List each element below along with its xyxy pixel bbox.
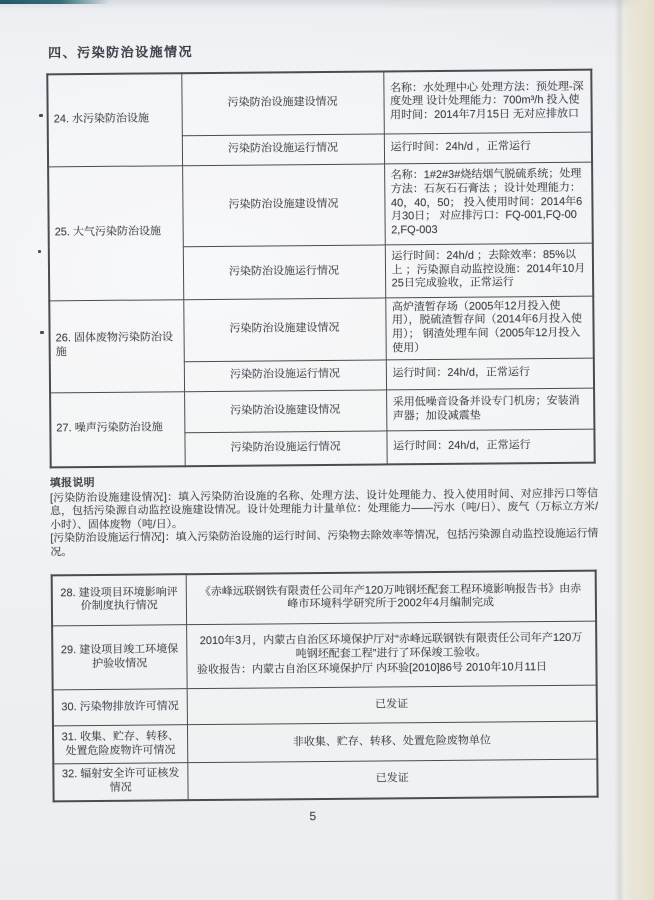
item-value-discharge-permit: 已发证 xyxy=(187,685,597,725)
scan-speck xyxy=(40,331,44,334)
facility-aspect-build: 污染防治设施建设情况 xyxy=(181,71,384,135)
item-value-acceptance xyxy=(186,621,597,689)
facility-label-water: 24. 水污染防治设施 xyxy=(47,73,182,166)
section-title: 四、污染防治设施情况 xyxy=(48,44,194,61)
filling-instruction-build: [污染防治设施建设情况]：填入污染防治设施的名称、处理方法、设计处理能力、投入使用时间、对应排污口等信息，包括污染源自动监控设施建设情况。设计处理能力计量单位：处理能力——污水（吨/日）、废气（万标立方米/小时）、固体废物（吨/日）。 xyxy=(49,487,599,532)
scan-speck xyxy=(39,114,43,117)
item-value-hazwaste-permit: 非收集、贮存、转移、处置危险废物单位 xyxy=(187,721,597,763)
item-label-acceptance: 29. 建设项目竣工环境保护验收情况 xyxy=(52,625,187,690)
facility-operate-detail: 运行时间：24h/d ，正常运行 xyxy=(384,132,592,164)
facility-build-detail: 名称：1#2#3#烧结烟气脱硫系统；处理方法：石灰石石膏法 ；设计处理能力：40，40，50； 投入使用时间：2014年6月30日； 对应排污口：FQ-001,FQ-002,FQ-003 xyxy=(384,162,593,245)
page-number: 5 xyxy=(309,808,317,823)
facility-label-noise: 27. 噪声污染防治设施 xyxy=(50,391,185,467)
facility-aspect-build: 污染防治设施建设情况 xyxy=(183,297,386,361)
facility-label-air: 25. 大气污染防治设施 xyxy=(48,165,183,300)
page-fold-shadow xyxy=(614,0,624,900)
item-value-radiation-permit: 已发证 xyxy=(187,759,597,800)
facility-build-detail: 采用低噪音设备并设专门机房；安装消声器；加设减震垫 xyxy=(386,388,594,431)
facility-aspect-operate: 污染防治设施运行情况 xyxy=(184,359,386,391)
facility-aspect-operate: 污染防治设施运行情况 xyxy=(183,244,385,299)
facility-aspect-operate: 污染防治设施运行情况 xyxy=(182,133,384,165)
facility-aspect-build: 污染防治设施建设情况 xyxy=(182,163,385,246)
facility-operate-detail: 运行时间：24h/d，正常运行 xyxy=(386,358,594,390)
facility-aspect-build: 污染防治设施建设情况 xyxy=(184,389,386,432)
document-content xyxy=(46,38,601,825)
item-label-eia: 28. 建设项目环境影响评价制度执行情况 xyxy=(52,574,186,626)
facility-build-detail: 高炉渣暂存场（2005年12月投入使用），脱硫渣暂存间（2014年6月投入使用）； 钢渣处理车间（2005年12月投入使用） xyxy=(385,296,594,360)
facility-operate-detail: 运行时间：24h/d，正常运行 xyxy=(386,429,594,465)
facility-aspect-operate: 污染防治设施运行情况 xyxy=(184,430,386,466)
pollution-facility-table xyxy=(46,69,595,469)
filling-instruction-operate: [污染防治设施运行情况]：填入污染防治设施的运行时间、污染物去除效率等情况，包括污染源自动监控设施运行情况。 xyxy=(50,527,599,559)
filling-instructions xyxy=(50,473,599,560)
facility-build-detail: 名称：水处理中心 处理方法：预处理-深度处理 设计处理能力：700m³/h 投入使用时间：2014年7月15日 无对应排放口 xyxy=(383,70,592,134)
acceptance-report-reference: 验收报告：内蒙古自治区环境保护厅 内环验[2010]86号 2010年10月11日 xyxy=(196,661,548,677)
item-label-discharge-permit: 30. 污染物排放许可情况 xyxy=(53,689,187,726)
item-value-eia: 《赤峰远联钢铁有限责任公司年产120万吨钢坯配套工程环境影响报告书》由赤峰市环境科学研究所于2002年4月编制完成 xyxy=(186,570,596,625)
facility-label-solid-waste: 26. 固体废物污染防治设施 xyxy=(49,299,184,392)
compliance-table xyxy=(51,569,599,802)
scan-speck xyxy=(38,250,41,253)
item-label-hazwaste-permit: 31. 收集、贮存、转移、处置危险废物许可情况 xyxy=(53,725,187,764)
item-label-radiation-permit: 32. 辐射安全许可证核发情况 xyxy=(53,763,187,801)
facility-operate-detail: 运行时间：24h/d ；去除效率：85%以上 ；污染源自动监控设施：2014年10月25日完成验收，正常运行 xyxy=(385,243,593,298)
scan-top-shadow xyxy=(0,0,654,10)
acceptance-statement: 2010年3月，内蒙古自治区环境保护厅对“赤峰远联钢铁有限责任公司年产120万吨钢坯配套工程”进行了环保竣工验收。 xyxy=(199,631,583,660)
filling-instructions-title: 填报说明 xyxy=(49,476,96,490)
